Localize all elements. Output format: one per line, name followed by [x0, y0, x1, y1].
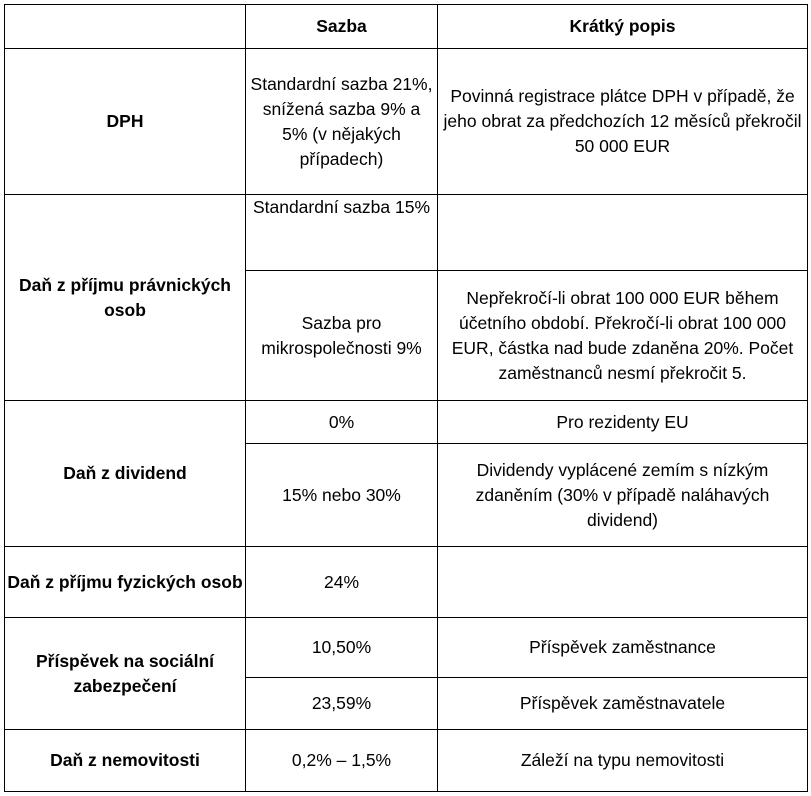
table-row-social-employee — [5, 618, 808, 678]
tax-rate-dividend-lowtax: 15% nebo 30% — [246, 444, 438, 547]
tax-name-corporate: Daň z příjmu právnických osob — [5, 195, 246, 401]
table-row-dph — [5, 49, 808, 195]
tax-rate-corporate-standard — [246, 195, 438, 271]
tax-name-social: Příspěvek na sociální zabezpečení — [5, 618, 246, 730]
tax-name-personal: Daň z příjmu fyzických osob — [5, 547, 246, 618]
header-empty-cell — [5, 5, 246, 49]
tax-description-corporate-standard — [438, 195, 808, 271]
tax-rate-property: 0,2% – 1,5% — [246, 730, 438, 792]
tax-description-social-employee: Příspěvek zaměstnance — [438, 618, 808, 678]
header-description: Krátký popis — [438, 5, 808, 49]
tax-rate-dph: Standardní sazba 21%, snížená sazba 9% a 5% (v nějakých případech) — [246, 49, 438, 195]
tax-rate-corporate-micro: Sazba pro mikrospolečnosti 9% — [246, 271, 438, 401]
tax-description-social-employer: Příspěvek zaměstnavatele — [438, 678, 808, 730]
tax-description-property: Záleží na typu nemovitosti — [438, 730, 808, 792]
header-rate: Sazba — [246, 5, 438, 49]
tax-description-dividend-eu: Pro rezidenty EU — [438, 401, 808, 444]
tax-description-dividend-lowtax: Dividendy vyplácené zemím s nízkým zdaněním (30% v případě naláhavých dividend) — [438, 444, 808, 547]
tax-rate-personal: 24% — [246, 547, 438, 618]
header-row — [5, 5, 808, 49]
tax-name-dividend: Daň z dividend — [5, 401, 246, 547]
table-row-personal — [5, 547, 808, 618]
tax-rate-dividend-eu: 0% — [246, 401, 438, 444]
tax-description-dph: Povinná registrace plátce DPH v případě, že jeho obrat za předchozích 12 měsíců překročil 50 000 EUR — [438, 49, 808, 195]
tax-table — [4, 4, 808, 792]
tax-rate-social-employee: 10,50% — [246, 618, 438, 678]
tax-name-property: Daň z nemovitosti — [5, 730, 246, 792]
tax-rate-social-employer: 23,59% — [246, 678, 438, 730]
table-row-corporate-standard — [5, 195, 808, 271]
tax-rate-corporate-standard-text: Standardní sazba 15% — [252, 197, 431, 217]
tax-description-corporate-micro: Nepřekročí-li obrat 100 000 EUR během účetního období. Překročí-li obrat 100 000 EUR, částka nad bude zdaněna 20%. Počet zaměstnanců nesmí překročit 5. — [438, 271, 808, 401]
tax-description-personal — [438, 547, 808, 618]
table-row-property — [5, 730, 808, 792]
table-row-dividend-eu — [5, 401, 808, 444]
tax-name-dph: DPH — [5, 49, 246, 195]
